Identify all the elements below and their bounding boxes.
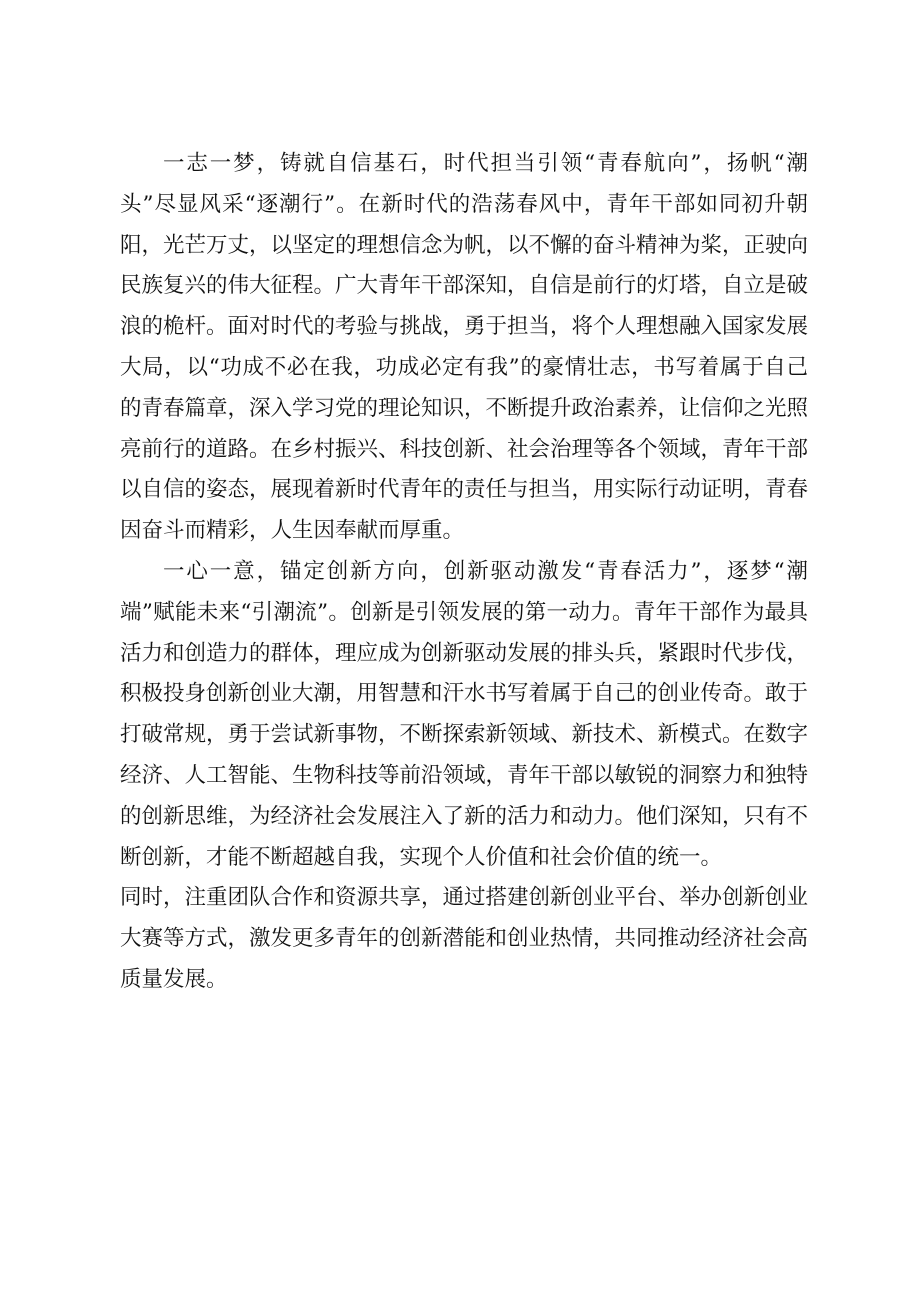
document-body: [120, 144, 808, 1001]
paragraph-confidence: 一志一梦，铸就自信基石，时代担当引领“青春航向”，扬帆“潮头”尽显风采“逐潮行”。在新时代的浩荡春风中，青年干部如同初升朝阳，光芒万丈，以坚定的理想信念为帆，以不懈的奋斗精神为桨，正驶向民族复兴的伟大征程。广大青年干部深知，自信是前行的灯塔，自立是破浪的桅杆。面对时代的考验与挑战，勇于担当，将个人理想融入国家发展大局，以“功成不必在我，功成必定有我”的豪情壮志，书写着属于自己的青春篇章，深入学习党的理论知识，不断提升政治素养，让信仰之光照亮前行的道路。在乡村振兴、科技创新、社会治理等各个领域，青年干部以自信的姿态，展现着新时代青年的责任与担当，用实际行动证明，青春因奋斗而精彩，人生因奉献而厚重。: [120, 151, 809, 544]
paragraph-teamwork: 同时，注重团队合作和资源共享，通过搭建创新创业平台、举办创新创业大赛等方式，激发更多青年的创新潜能和创业热情，共同推动经济社会高质量发展。: [120, 885, 809, 992]
paragraph-innovation: 一心一意，锚定创新方向，创新驱动激发“青春活力”，逐梦“潮端”赋能未来“引潮流”。创新是引领发展的第一动力。青年干部作为最具活力和创造力的群体，理应成为创新驱动发展的排头兵，紧跟时代步伐，积极投身创新创业大潮，用智慧和汗水书写着属于自己的创业传奇。敢于打破常规，勇于尝试新事物，不断探索新领域、新技术、新模式。在数字经济、人工智能、生物科技等前沿领域，青年干部以敏锐的洞察力和独特的创新思维，为经济社会发展注入了新的活力和动力。他们深知，只有不断创新，才能不断超越自我，实现个人价值和社会价值的统一。: [120, 558, 809, 870]
